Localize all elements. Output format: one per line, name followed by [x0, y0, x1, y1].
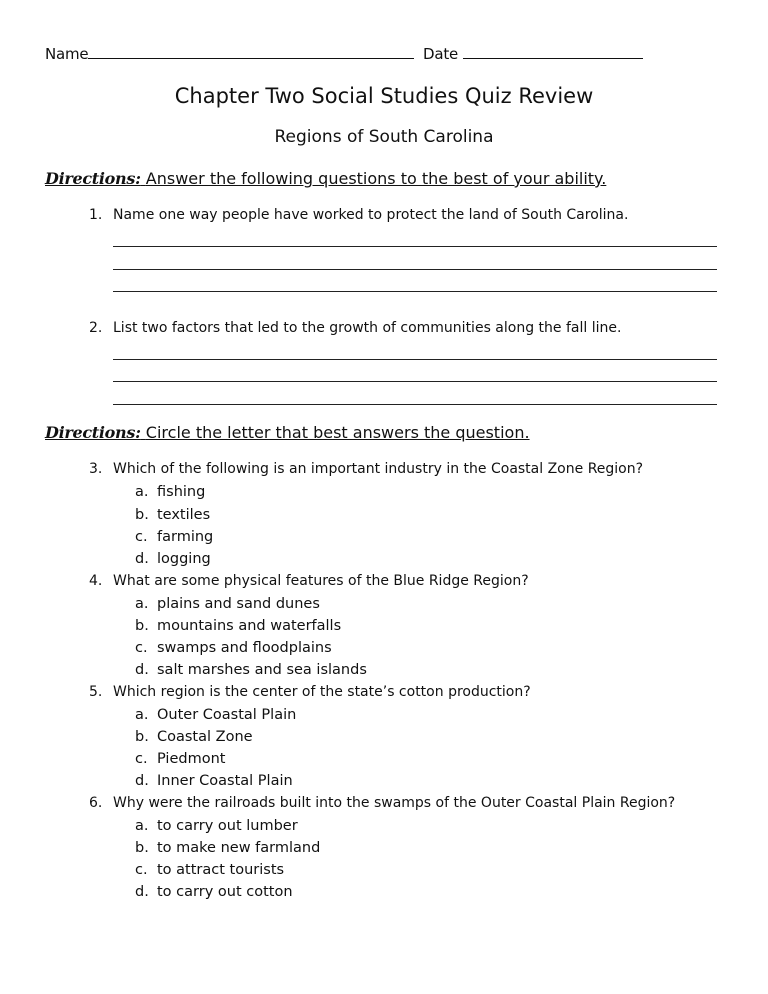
option-text: logging [157, 551, 211, 567]
option-text: to attract tourists [157, 862, 285, 878]
option-text: plains and sand dunes [157, 596, 320, 612]
question-text: Which of the following is an important industry in the Coastal Zone Region? [113, 461, 644, 477]
option-text: mountains and waterfalls [157, 618, 342, 634]
option-letter[interactable]: a. [135, 707, 149, 723]
option-letter[interactable]: d. [135, 551, 149, 567]
option-text: swamps and floodplains [157, 640, 332, 656]
option-text: Inner Coastal Plain [157, 773, 293, 789]
option-text: to carry out cotton [157, 884, 293, 900]
question-4 [89, 573, 529, 589]
directions-label: Directions: [45, 423, 141, 442]
directions-text: Circle the letter that best answers the question. [145, 423, 530, 442]
answer-line[interactable] [113, 404, 717, 405]
option-letter[interactable]: b. [135, 618, 149, 634]
option-letter[interactable]: c. [135, 862, 148, 878]
question-2 [89, 320, 621, 336]
option-b[interactable] [135, 507, 210, 523]
option-b[interactable] [135, 618, 341, 634]
question-number: 4. [89, 573, 103, 589]
directions-label: Directions: [45, 169, 141, 188]
option-letter[interactable]: a. [135, 484, 149, 500]
option-d[interactable] [135, 773, 293, 789]
question-text: Why were the railroads built into the swamps of the Outer Coastal Plain Region? [113, 795, 676, 811]
question-text: Name one way people have worked to protect the land of South Carolina. [113, 207, 629, 223]
option-a[interactable] [135, 818, 298, 834]
question-number: 2. [89, 320, 103, 336]
question-text: What are some physical features of the Blue Ridge Region? [113, 573, 529, 589]
question-number: 1. [89, 207, 103, 223]
answer-line[interactable] [113, 291, 717, 292]
option-text: farming [157, 529, 214, 545]
option-b[interactable] [135, 840, 320, 856]
option-b[interactable] [135, 729, 253, 745]
option-d[interactable] [135, 884, 293, 900]
option-text: Piedmont [157, 751, 226, 767]
question-text: List two factors that led to the growth of communities along the fall line. [113, 320, 622, 336]
option-letter[interactable]: c. [135, 751, 148, 767]
question-number: 6. [89, 795, 103, 811]
option-c[interactable] [135, 529, 213, 545]
option-text: textiles [157, 507, 211, 523]
option-d[interactable] [135, 551, 211, 567]
option-c[interactable] [135, 640, 332, 656]
answer-line[interactable] [113, 359, 717, 360]
option-text: salt marshes and sea islands [157, 662, 367, 678]
question-6 [89, 795, 675, 811]
option-d[interactable] [135, 662, 367, 678]
option-a[interactable] [135, 484, 205, 500]
option-text: Coastal Zone [157, 729, 253, 745]
option-text: to carry out lumber [157, 818, 298, 834]
directions-2 [45, 423, 530, 442]
option-c[interactable] [135, 751, 225, 767]
answer-line[interactable] [113, 269, 717, 270]
option-letter[interactable]: d. [135, 662, 149, 678]
option-c[interactable] [135, 862, 284, 878]
name-label: Name [45, 45, 89, 63]
option-text: Outer Coastal Plain [157, 707, 297, 723]
option-letter[interactable]: b. [135, 729, 149, 745]
page-subtitle: Regions of South Carolina [274, 127, 494, 147]
question-1 [89, 207, 628, 223]
page-title: Chapter Two Social Studies Quiz Review [174, 84, 594, 108]
option-text: to make new farmland [157, 840, 321, 856]
question-number: 3. [89, 461, 103, 477]
option-letter[interactable]: d. [135, 773, 149, 789]
date-blank[interactable] [463, 44, 643, 59]
name-date-header [45, 44, 643, 63]
question-number: 5. [89, 684, 103, 700]
option-letter[interactable]: b. [135, 507, 149, 523]
answer-line[interactable] [113, 381, 717, 382]
date-label: Date [423, 45, 459, 63]
option-letter[interactable]: a. [135, 818, 149, 834]
directions-text: Answer the following questions to the best of your ability. [145, 169, 607, 188]
name-blank[interactable] [88, 44, 414, 59]
option-letter[interactable]: c. [135, 640, 148, 656]
answer-line[interactable] [113, 246, 717, 247]
option-letter[interactable]: d. [135, 884, 149, 900]
question-text: Which region is the center of the state’s cotton production? [113, 684, 531, 700]
option-text: fishing [157, 484, 206, 500]
option-letter[interactable]: b. [135, 840, 149, 856]
option-letter[interactable]: c. [135, 529, 148, 545]
option-a[interactable] [135, 707, 296, 723]
option-letter[interactable]: a. [135, 596, 149, 612]
option-a[interactable] [135, 596, 320, 612]
directions-1 [45, 169, 606, 188]
question-5 [89, 684, 531, 700]
question-3 [89, 461, 643, 477]
